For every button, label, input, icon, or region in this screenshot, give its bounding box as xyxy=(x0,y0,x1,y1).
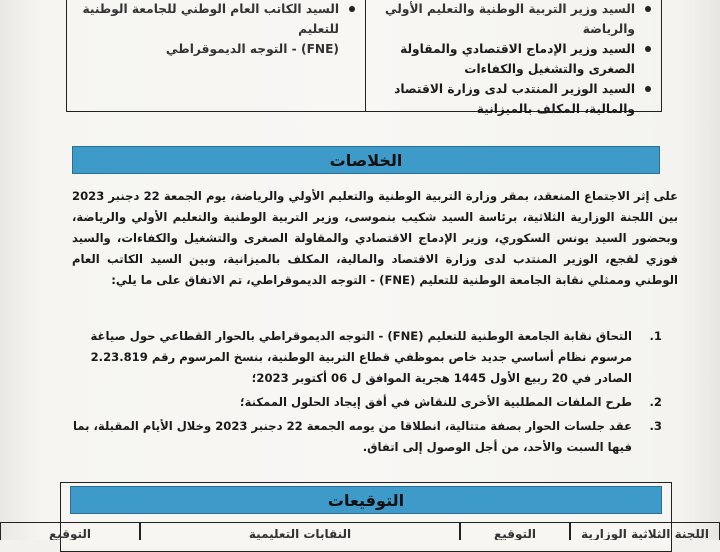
agreement-item xyxy=(60,416,670,458)
sig-col-unions: النقابات التعليمية xyxy=(140,522,460,540)
participants-ministry-column xyxy=(365,0,661,116)
signatures-table-header xyxy=(0,522,720,540)
sig-col-signature: التوقيع xyxy=(460,522,570,540)
sig-col-committee: اللجنة الثلاثية الوزارية xyxy=(570,522,720,540)
conclusions-title: الخلاصات xyxy=(329,150,403,170)
participants-union-column xyxy=(67,0,365,111)
item-text: التحاق نقابة الجامعة الوطنية للتعليم (FNE) - التوجه الديموقراطي بالحوار القطاعي حول صياغة مرسوم نظام أساسي جديد خاص بموظفي قطاع التربية الوطنية، بنسخ المرسوم رقم 2.23.819 الصادر في 20 ربيع الأول 1445 هجرية الموافق ل 06 أكتوبر 2023؛ xyxy=(90,329,632,385)
participant-item: السيد الوزير المنتدب لدى وزارة الاقتصاد والمالية، المكلف بالميزانية xyxy=(372,79,653,119)
conclusions-intro: على إثر الاجتماع المنعقد، بمقر وزارة التربية الوطنية والتعليم الأولي والرياضة، يوم الجمعة 22 دجنبر 2023 بين اللجنة الوزارية الثلاثية، برئاسة السيد شكيب بنموسى، وزير التربية الوطنية والتعليم الأولي والرياضة، وبحضور السيد يونس السكوري، وزير الإدماج الاقتصادي والمقاولة الصغرى والتشغيل والكفاءات، والسيد فوزي لقجع، الوزير المنتدب لدى وزارة الاقتصاد والمالية، المكلف بالميزانية، وبين السيد الكاتب العام الوطني وممثلي نقابة الجامعة الوطنية للتعليم (FNE) - التوجه الديموقراطي، تم الاتفاق على ما يلي: xyxy=(72,189,679,287)
participant-line: (FNE) - التوجه الديموقراطي xyxy=(165,42,339,56)
item-text: عقد جلسات الحوار بصفة متتالية، انطلاقا من يومه الجمعة 22 دجنبر 2023 وخلال الأيام المقبلة، بما فيها السبت والأحد، من أجل الوصول إلى اتفاق. xyxy=(73,419,632,454)
participant-line: السيد الكاتب العام الوطني للجامعة الوطنية للتعليم xyxy=(82,2,339,36)
agreement-item xyxy=(60,392,670,413)
item-number: 2. xyxy=(649,395,662,409)
signatures-header xyxy=(70,486,662,514)
signatures-title: التوقيعات xyxy=(327,490,405,510)
conclusions-header xyxy=(72,146,660,174)
participant-item: السيد وزير الإدماج الاقتصادي والمقاولة الصغرى والتشغيل والكفاءات xyxy=(372,39,653,79)
participant-item xyxy=(73,0,357,59)
participants-table xyxy=(66,0,662,116)
agreement-item xyxy=(60,326,670,389)
item-number: 3. xyxy=(649,419,662,433)
agreement-list xyxy=(60,326,670,458)
participant-item: السيد وزير التربية الوطنية والتعليم الأولي والرياضة xyxy=(372,0,653,39)
item-number: 1. xyxy=(649,329,662,343)
sig-col-signature: التوقيع xyxy=(0,522,140,540)
item-text: طرح الملفات المطلبية الأخرى للنقاش في أفق إيجاد الحلول الممكنة؛ xyxy=(239,395,632,409)
